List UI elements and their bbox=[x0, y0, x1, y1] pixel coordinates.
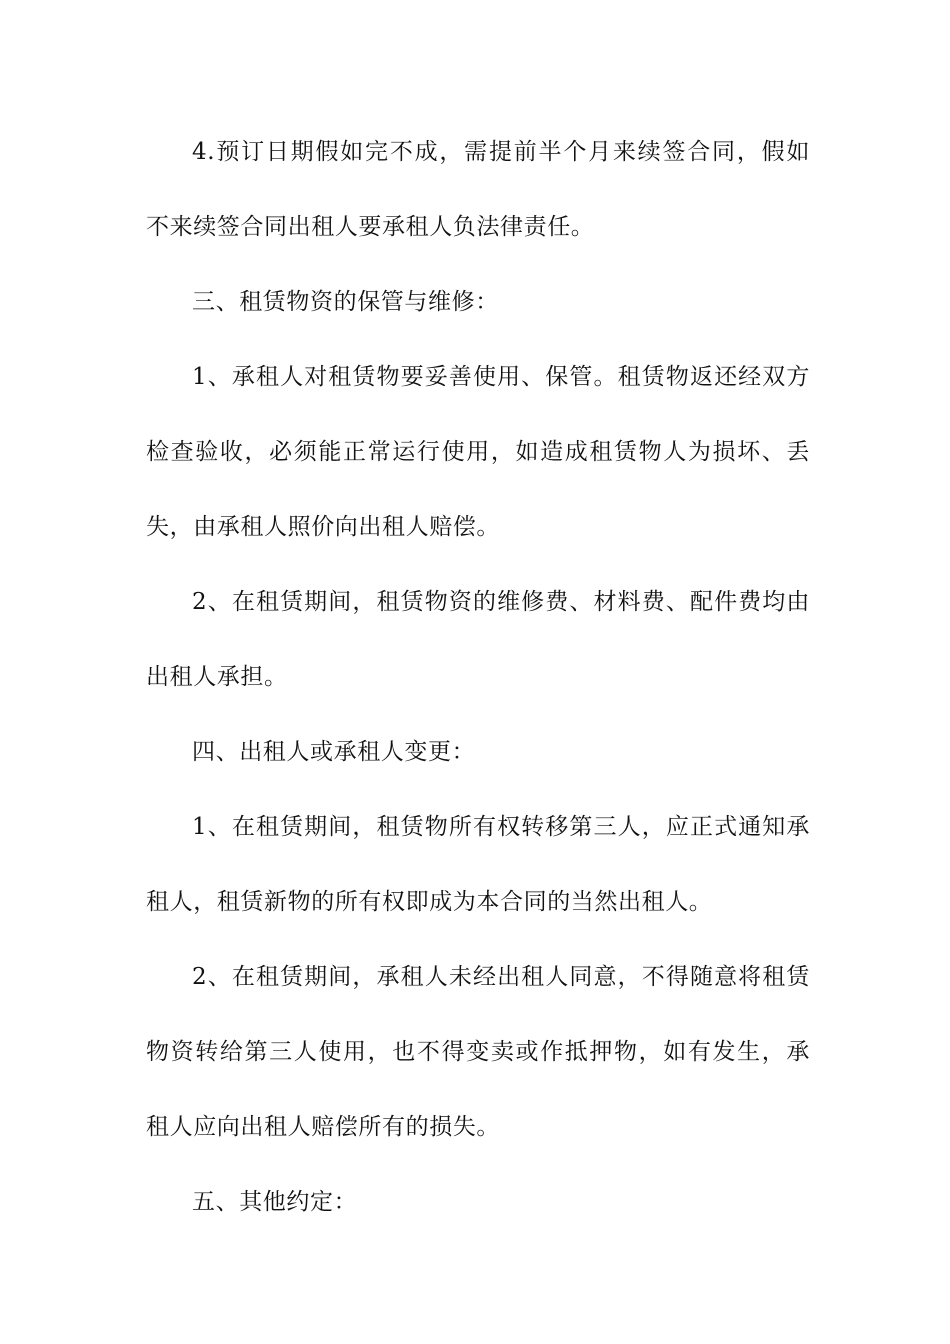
paragraph-line: 2、在租赁期间，承租人未经出租人同意，不得随意将租赁 bbox=[192, 964, 810, 990]
paragraph-line: 失，由承租人照价向出租人赔偿。 bbox=[146, 514, 500, 540]
paragraph-line: 1、在租赁期间，租赁物所有权转移第三人，应正式通知承 bbox=[192, 814, 810, 840]
paragraph-line: 4.预订日期假如完不成，需提前半个月来续签合同，假如 bbox=[192, 139, 810, 165]
paragraph-line: 1、承租人对租赁物要妥善使用、保管。租赁物返还经双方 bbox=[192, 364, 810, 390]
section-heading: 三、租赁物资的保管与维修： bbox=[192, 289, 499, 315]
paragraph-line: 租人应向出租人赔偿所有的损失。 bbox=[146, 1114, 500, 1140]
section-heading: 五、其他约定： bbox=[192, 1189, 358, 1215]
paragraph-line: 检查验收，必须能正常运行使用，如造成租赁物人为损坏、丢 bbox=[146, 439, 810, 465]
paragraph-line: 出租人承担。 bbox=[146, 664, 288, 690]
paragraph-line: 不来续签合同出租人要承租人负法律责任。 bbox=[146, 214, 595, 240]
paragraph-line: 2、在租赁期间，租赁物资的维修费、材料费、配件费均由 bbox=[192, 589, 810, 615]
section-heading: 四、出租人或承租人变更： bbox=[192, 739, 476, 765]
paragraph-line: 物资转给第三人使用，也不得变卖或作抵押物，如有发生，承 bbox=[146, 1039, 810, 1065]
paragraph-line: 租人，租赁新物的所有权即成为本合同的当然出租人。 bbox=[146, 889, 713, 915]
